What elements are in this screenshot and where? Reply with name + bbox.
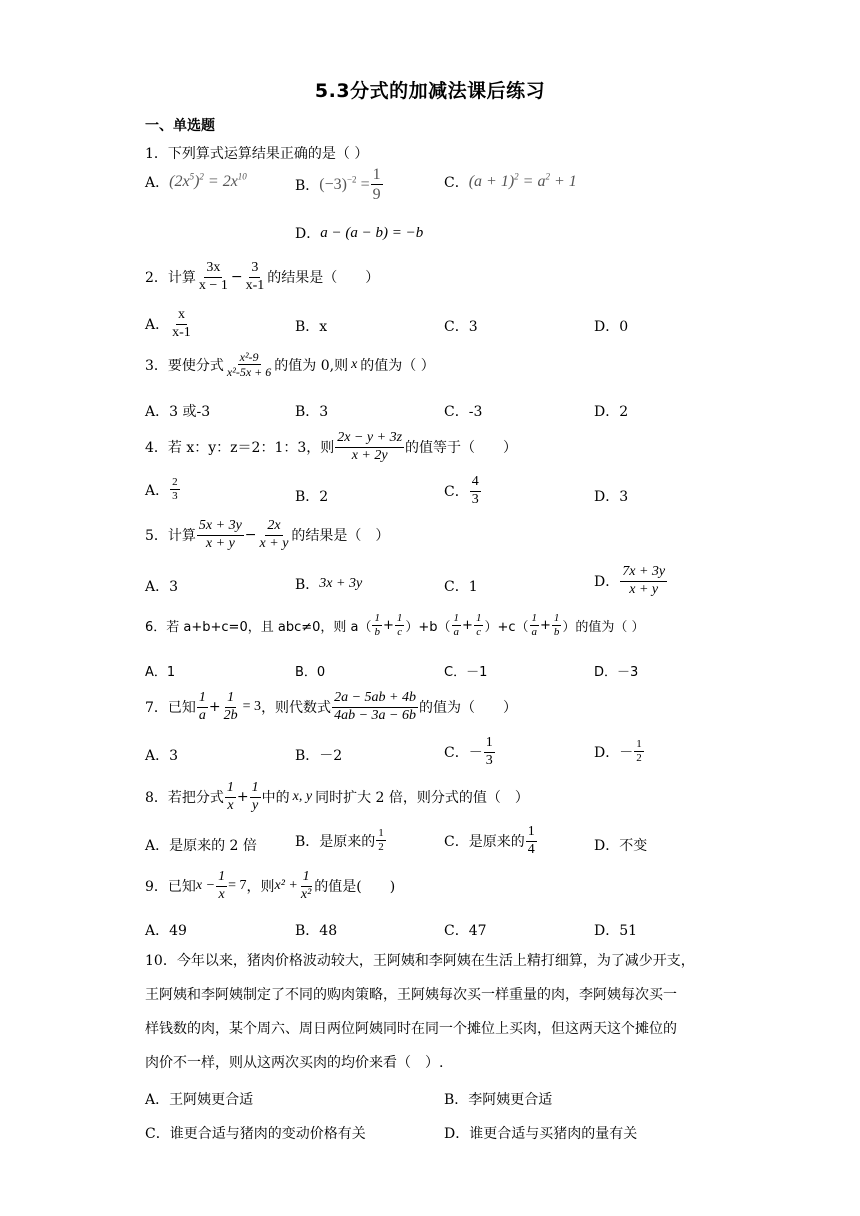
q10-option-c[interactable]: C．谁更合适与猪肉的变动价格有关: [145, 1126, 366, 1142]
q5-option-a[interactable]: A．3: [145, 579, 179, 595]
q6-option-d[interactable]: D．－3: [594, 665, 639, 680]
question-5-stem: 5．计算 $\frac{5x + 3y}{x + y}$ − $\frac{2x}{x + y}$ 的结果是（ ）: [145, 518, 390, 551]
q3-option-a[interactable]: A．3 或-3: [145, 404, 211, 420]
q4-option-b[interactable]: B．2: [295, 489, 329, 505]
q8-option-b[interactable]: B．是原来的 $\frac{1}{2}$: [295, 827, 384, 854]
q8-option-a[interactable]: A．是原来的 2 倍: [145, 838, 257, 854]
q10-option-d[interactable]: D．谁更合适与买猪肉的量有关: [444, 1126, 638, 1142]
question-9-stem: 9．已知 x − $\frac{1}{x}$ = 7 ，则 x² + $\frac{1}{\text{x²}}$ 的值是( ): [145, 869, 396, 902]
q1-option-d[interactable]: D． a − (a − b) = −b: [295, 224, 424, 242]
q9-option-d[interactable]: D．51: [594, 923, 638, 939]
question-2-stem: 2．计算 $\frac{3x}{x - 1}$ − $\frac{3}{x-1}$ 的结果是（ ）: [145, 260, 380, 293]
question-6-stem: 6．若 a+b+c=0，且 abc≠0，则 a（ $\frac{1}{b}$ + $\frac{1}{c}$ ）+b（ $\frac{1}{a}$ + $\frac{1}{c}$ ）+c（ $\frac{1}{a}$ + $\frac{1}{b}$ ）的值为（ ）: [145, 612, 645, 639]
page-title: 5.3分式的加减法课后练习: [314, 80, 546, 102]
q9-option-b[interactable]: B．48: [295, 923, 338, 939]
q7-option-b[interactable]: B．－2: [295, 748, 343, 764]
question-3-stem: 3．要使分式 $\frac{\text{x²-9}}{\text{x²-5x + 6}}$ 的值为 0,则 x 的值为（ ）: [145, 350, 435, 380]
q10-line: 10．今年以来，猪肉价格波动较大，王阿姨和李阿姨在生活上精打细算，为了减少开支，: [145, 953, 695, 969]
q8-option-c[interactable]: C．是原来的 $\frac{1}{4}$: [444, 824, 535, 857]
q6-option-b[interactable]: B．0: [295, 665, 326, 680]
q10-option-b[interactable]: B．李阿姨更合适: [444, 1092, 553, 1108]
question-1-stem: 1．下列算式运算结果正确的是（ ）: [145, 146, 369, 162]
q7-option-d[interactable]: D．－ $\frac{1}{2}$: [594, 738, 642, 765]
q2-option-d[interactable]: D．0: [594, 319, 629, 335]
q3-option-c[interactable]: C．-3: [444, 404, 483, 420]
q2-option-b[interactable]: B．x: [295, 319, 328, 335]
section-heading: 一、单选题: [145, 118, 215, 134]
q7-option-a[interactable]: A．3: [145, 748, 179, 764]
q10-option-a[interactable]: A．王阿姨更合适: [145, 1092, 254, 1108]
question-7-stem: 7．已知 $\frac{1}{a}$ + $\frac{1}{2b}$ = 3 ，则代数式 $\frac{2a - 5ab + 4b}{4ab - 3a - 6b}$ 的值为（ ）: [145, 690, 517, 723]
question-4-stem: 4．若 x：y：z＝2：1：3，则 $\frac{2x - y + 3z}{x + 2y}$ 的值等于（ ）: [145, 430, 518, 463]
q8-option-d[interactable]: D．不变: [594, 838, 648, 854]
question-10-stem: [145, 944, 725, 1080]
q9-option-a[interactable]: A．49: [145, 923, 187, 939]
q1-option-c[interactable]: C． $(a + 1)^2 = a^2 + 1$: [444, 171, 577, 191]
q5-option-c[interactable]: C．1: [444, 579, 478, 595]
q3-option-d[interactable]: D．2: [594, 404, 629, 420]
question-8-stem: 8．若把分式 $\frac{1}{x}$ + $\frac{1}{y}$ 中的 x, y 同时扩大 2 倍，则分式的值（ ）: [145, 780, 529, 813]
q5-option-d[interactable]: D． $\frac{7x + 3y}{x + y}$: [594, 564, 666, 597]
q1-option-a[interactable]: A． $(2x^5)^2 = 2x^{10}$: [145, 171, 247, 191]
q2-option-a[interactable]: A． $\frac{x}{x-1}$: [145, 307, 191, 340]
q9-option-c[interactable]: C．47: [444, 923, 487, 939]
q4-option-c[interactable]: C． $\frac{4}{3}$: [444, 474, 479, 507]
q1-option-b[interactable]: B． $(-3)^{-2}$ = $\frac{1}{9}$: [295, 166, 381, 204]
q10-line: 肉价不一样，则从这两次买肉的均价来看（ ）.: [145, 1055, 444, 1071]
q6-option-a[interactable]: A．1: [145, 665, 176, 680]
q4-option-d[interactable]: D．3: [594, 489, 629, 505]
q10-line: 王阿姨和李阿姨制定了不同的购肉策略，王阿姨每次买一样重量的肉，李阿姨每次买一: [145, 987, 677, 1003]
q2-option-c[interactable]: C．3: [444, 319, 478, 335]
q4-option-a[interactable]: A． $\frac{2}{3}$: [145, 476, 178, 503]
q3-option-b[interactable]: B．3: [295, 404, 329, 420]
q6-option-c[interactable]: C．－1: [444, 665, 488, 680]
q5-option-b[interactable]: B． 3x + 3y: [295, 576, 363, 593]
q10-line: 样钱数的肉，某个周六、周日两位阿姨同时在同一个摊位上买肉，但这两天这个摊位的: [145, 1021, 677, 1037]
q7-option-c[interactable]: C．－ $\frac{1}{3}$: [444, 735, 493, 768]
